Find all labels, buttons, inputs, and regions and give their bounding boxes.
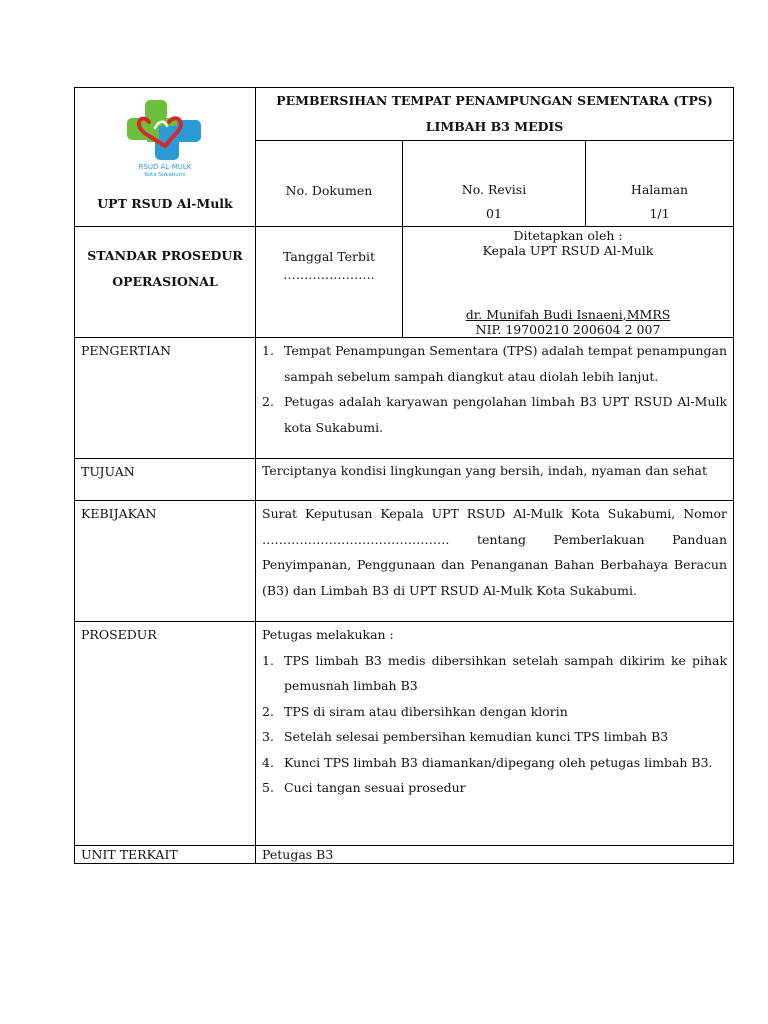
list-item: 2. TPS di siram atau dibersihkan dengan klorin — [262, 703, 568, 719]
prosedur-label: PROSEDUR — [75, 622, 256, 846]
kebijakan-content: Surat Keputusan Kepala UPT RSUD Al-Mulk Kota Sukabumi, Nomor ……………………………………… tentang Pemberlakuan Panduan Penyimpanan, Penggunaan dan Penanganan Bahan Berbahaya Beracun (B3) dan Limbah B3 di UPT RSUD Al-Mulk Kota Sukabumi. — [256, 501, 734, 622]
logo-text-top: RSUD AL-MULK — [138, 163, 192, 171]
list-item: 5. Cuci tangan sesuai prosedur — [262, 780, 466, 795]
signer-name: dr. Munifah Budi Isnaeni,MMRS — [465, 307, 671, 322]
logo-text-bottom: Kota Sukabumi — [144, 172, 186, 176]
page-label: Halaman — [630, 182, 689, 197]
signer-nip: NIP. 19700210 200604 2 007 — [475, 322, 661, 337]
hospital-logo — [119, 96, 211, 176]
prosedur-content — [256, 622, 734, 846]
title-line-2: LIMBAH B3 MEDIS — [425, 118, 564, 134]
tujuan-label: TUJUAN — [75, 459, 256, 501]
logo-cell — [75, 88, 256, 227]
list-item: 2. Petugas adalah karyawan pengolahan limbah B3 UPT RSUD Al-Mulk kota Sukabumi. — [262, 394, 728, 435]
kebijakan-label: KEBIJAKAN — [75, 501, 256, 622]
page-cell — [586, 141, 734, 227]
list-item: 1. TPS limbah B3 medis dibersihkan setelah sampah dikirim ke pihak pemusnah limbah B3 — [262, 652, 728, 693]
approved-by-role: Kepala UPT RSUD Al-Mulk — [482, 243, 654, 258]
sop-label-cell — [75, 227, 256, 338]
revision-label: No. Revisi — [461, 182, 527, 197]
issue-date-label: Tanggal Terbit — [282, 249, 376, 264]
list-item: 4. Kunci TPS limbah B3 diamankan/dipegang oleh petugas limbah B3. — [262, 754, 713, 770]
issue-date-cell — [256, 227, 403, 338]
revision-value: 01 — [486, 206, 502, 221]
doc-number-cell — [256, 141, 403, 227]
revision-cell — [403, 141, 586, 227]
approved-by-label: Ditetapkan oleh : — [513, 228, 623, 243]
hospital-logo-icon — [119, 96, 211, 176]
org-name: UPT RSUD Al-Mulk — [97, 196, 233, 211]
sop-label-line-1: STANDAR PROSEDUR — [87, 248, 243, 263]
unit-terkait-label: UNIT TERKAIT — [75, 846, 256, 864]
list-item: 1. Tempat Penampungan Sementara (TPS) adalah tempat penampungan sampah sebelum sampah diangkut atau diolah lebih lanjut. — [262, 343, 728, 384]
tujuan-content: Terciptanya kondisi lingkungan yang bersih, indah, nyaman dan sehat — [256, 459, 734, 501]
prosedur-intro: Petugas melakukan : — [262, 627, 394, 642]
issue-date-value: …………………. — [283, 267, 375, 282]
pengertian-label: PENGERTIAN — [75, 338, 256, 459]
page-value: 1/1 — [649, 206, 670, 221]
document-title — [256, 88, 734, 141]
title-line-1: PEMBERSIHAN TEMPAT PENAMPUNGAN SEMENTARA (TPS) — [276, 93, 713, 108]
approval-cell — [403, 227, 734, 338]
sop-document-table — [74, 87, 734, 864]
pengertian-content — [256, 338, 734, 459]
doc-number-label: No. Dokumen — [285, 182, 373, 198]
sop-label-line-2: OPERASIONAL — [112, 273, 218, 289]
unit-terkait-content: Petugas B3 — [256, 846, 734, 864]
list-item: 3. Setelah selesai pembersihan kemudian kunci TPS limbah B3 — [262, 729, 669, 744]
